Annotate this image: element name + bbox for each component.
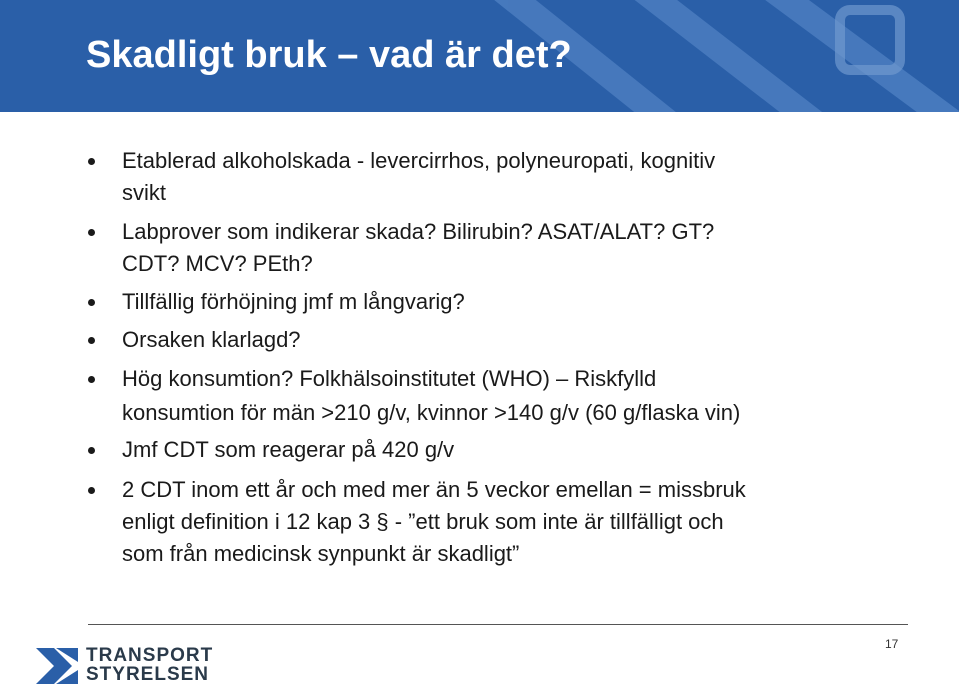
footer-divider — [88, 624, 908, 625]
bullet-2-line-2: CDT? MCV? PEth? — [122, 251, 313, 276]
bullet-dot — [88, 158, 95, 165]
bullet-dot — [88, 447, 95, 454]
bullet-2-line-1: Labprover som indikerar skada? Bilirubin? ASAT/ALAT? GT? — [122, 219, 715, 244]
bullet-7-line-3: som från medicinsk synpunkt är skadligt” — [122, 541, 520, 566]
bullet-4-line-1: Orsaken klarlagd? — [122, 327, 301, 352]
logo-line-2: STYRELSEN — [86, 664, 210, 685]
page-number: 17 — [885, 637, 899, 651]
slide-title: Skadligt bruk – vad är det? — [86, 34, 572, 76]
bullet-6-line-1: Jmf CDT som reagerar på 420 g/v — [122, 437, 455, 462]
slide-header — [0, 0, 959, 112]
logo-line-1: TRANSPORT — [86, 645, 214, 666]
bullet-dot — [88, 376, 95, 383]
bullet-5-line-1: Hög konsumtion? Folkhälsoinstitutet (WHO) – Riskfylld — [122, 366, 657, 391]
bullet-7-line-2: enligt definition i 12 kap 3 § - ”ett bruk som inte är tillfälligt och — [122, 509, 724, 534]
bullet-1-line-1: Etablerad alkoholskada - levercirrhos, polyneuropati, kognitiv — [122, 148, 716, 173]
logo-wordmark — [86, 646, 213, 684]
bullet-dot — [88, 229, 95, 236]
bullet-dot — [88, 299, 95, 306]
bullet-dot — [88, 487, 95, 494]
bullet-dot — [88, 337, 95, 344]
transportstyrelsen-logo-icon — [36, 648, 78, 684]
bullet-7-line-1: 2 CDT inom ett år och med mer än 5 veckor emellan = missbruk — [122, 477, 746, 502]
bullet-5-line-2: konsumtion för män >210 g/v, kvinnor >140 g/v (60 g/flaska vin) — [122, 400, 741, 425]
bullet-3-line-1: Tillfällig förhöjning jmf m långvarig? — [122, 289, 465, 314]
bullet-1-line-2: svikt — [122, 180, 166, 205]
